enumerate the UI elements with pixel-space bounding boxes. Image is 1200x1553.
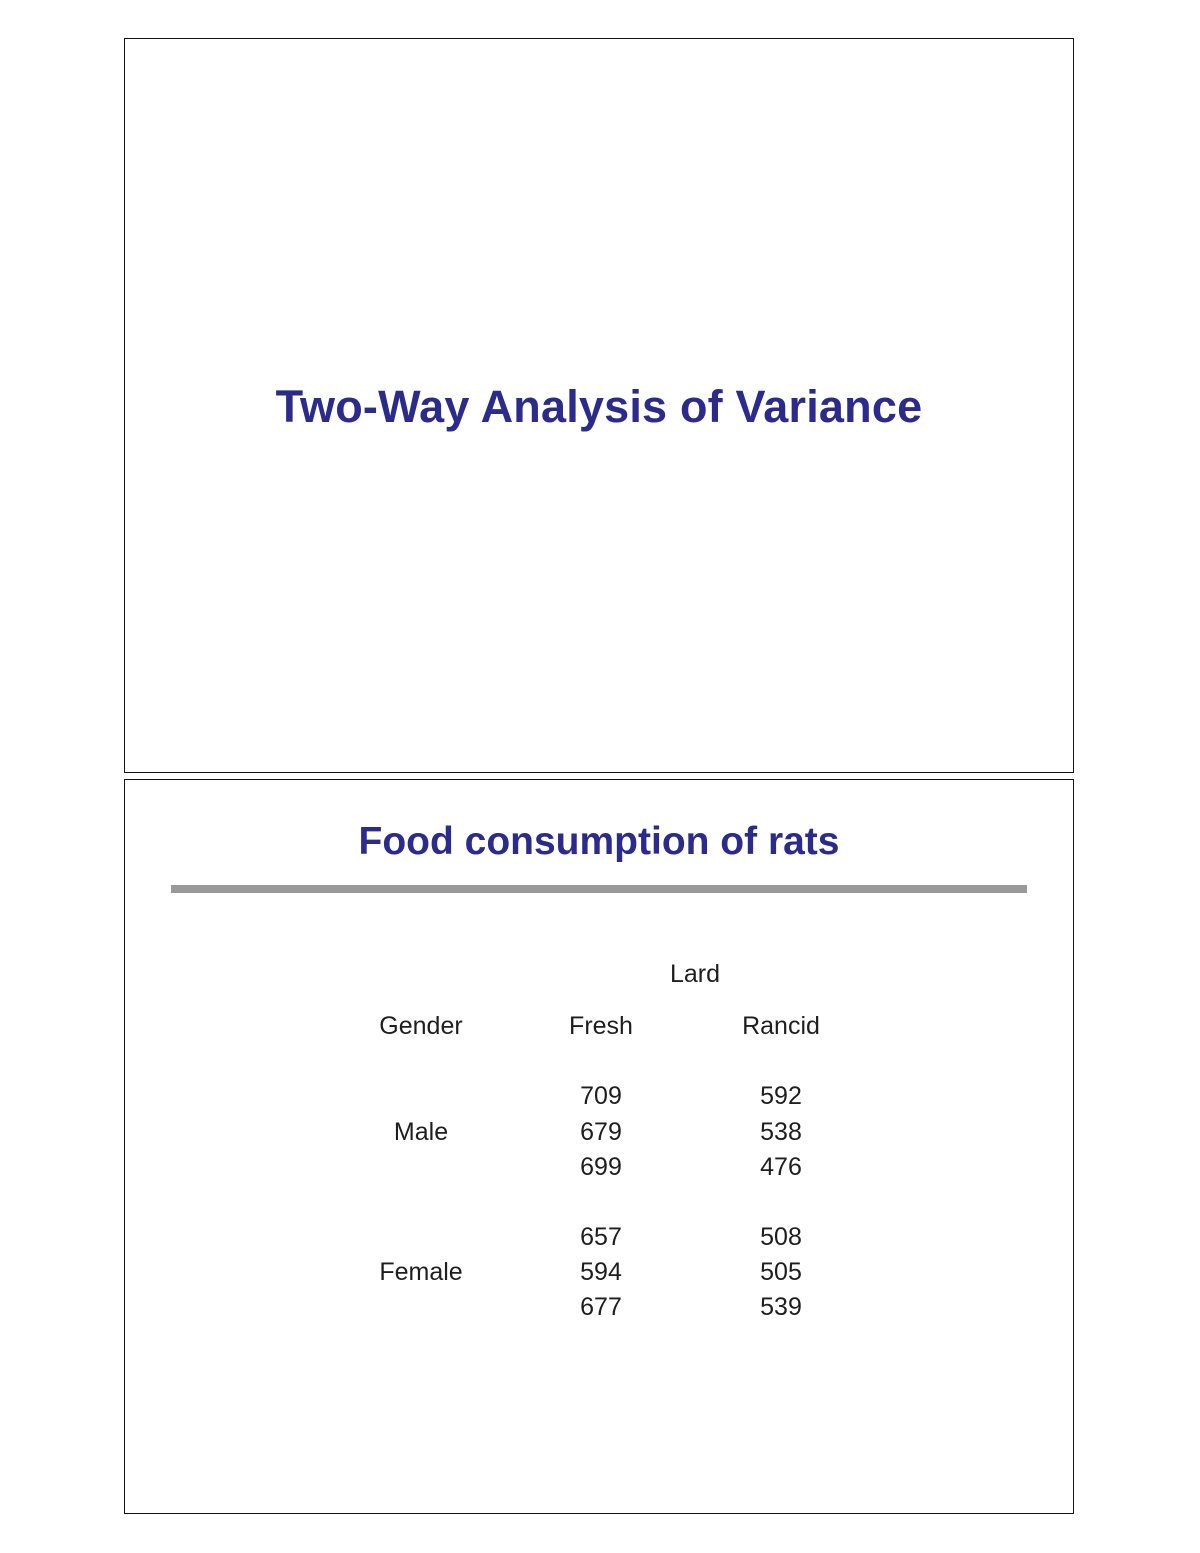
table-cell-fresh: 657 bbox=[580, 1223, 622, 1251]
column-header-fresh: Fresh bbox=[569, 1012, 633, 1040]
slide-title-heading: Two-Way Analysis of Variance bbox=[275, 381, 923, 432]
table-cell-rancid: 505 bbox=[760, 1258, 802, 1286]
table-cell-rancid: 592 bbox=[760, 1082, 802, 1110]
group-label: Male bbox=[393, 1118, 449, 1146]
table-cell-rancid: 539 bbox=[760, 1293, 802, 1321]
slide-food-consumption bbox=[124, 779, 1074, 1514]
table-cell-fresh: 699 bbox=[580, 1153, 622, 1181]
lard-group-header: Lard bbox=[669, 960, 721, 988]
table-cell-rancid: 476 bbox=[760, 1153, 802, 1181]
column-header-gender: Gender bbox=[379, 1012, 463, 1040]
table-cell-fresh: 594 bbox=[580, 1258, 622, 1286]
slide-title bbox=[124, 38, 1074, 773]
table-cell-rancid: 508 bbox=[760, 1223, 802, 1251]
column-header-rancid: Rancid bbox=[742, 1012, 820, 1040]
group-label: Female bbox=[379, 1258, 463, 1286]
table-cell-fresh: 709 bbox=[580, 1082, 622, 1110]
table-cell-rancid: 538 bbox=[760, 1118, 802, 1146]
table-cell-fresh: 677 bbox=[580, 1293, 622, 1321]
slide-heading: Food consumption of rats bbox=[358, 820, 840, 863]
table-cell-fresh: 679 bbox=[580, 1118, 622, 1146]
title-underline-rule bbox=[171, 885, 1027, 893]
